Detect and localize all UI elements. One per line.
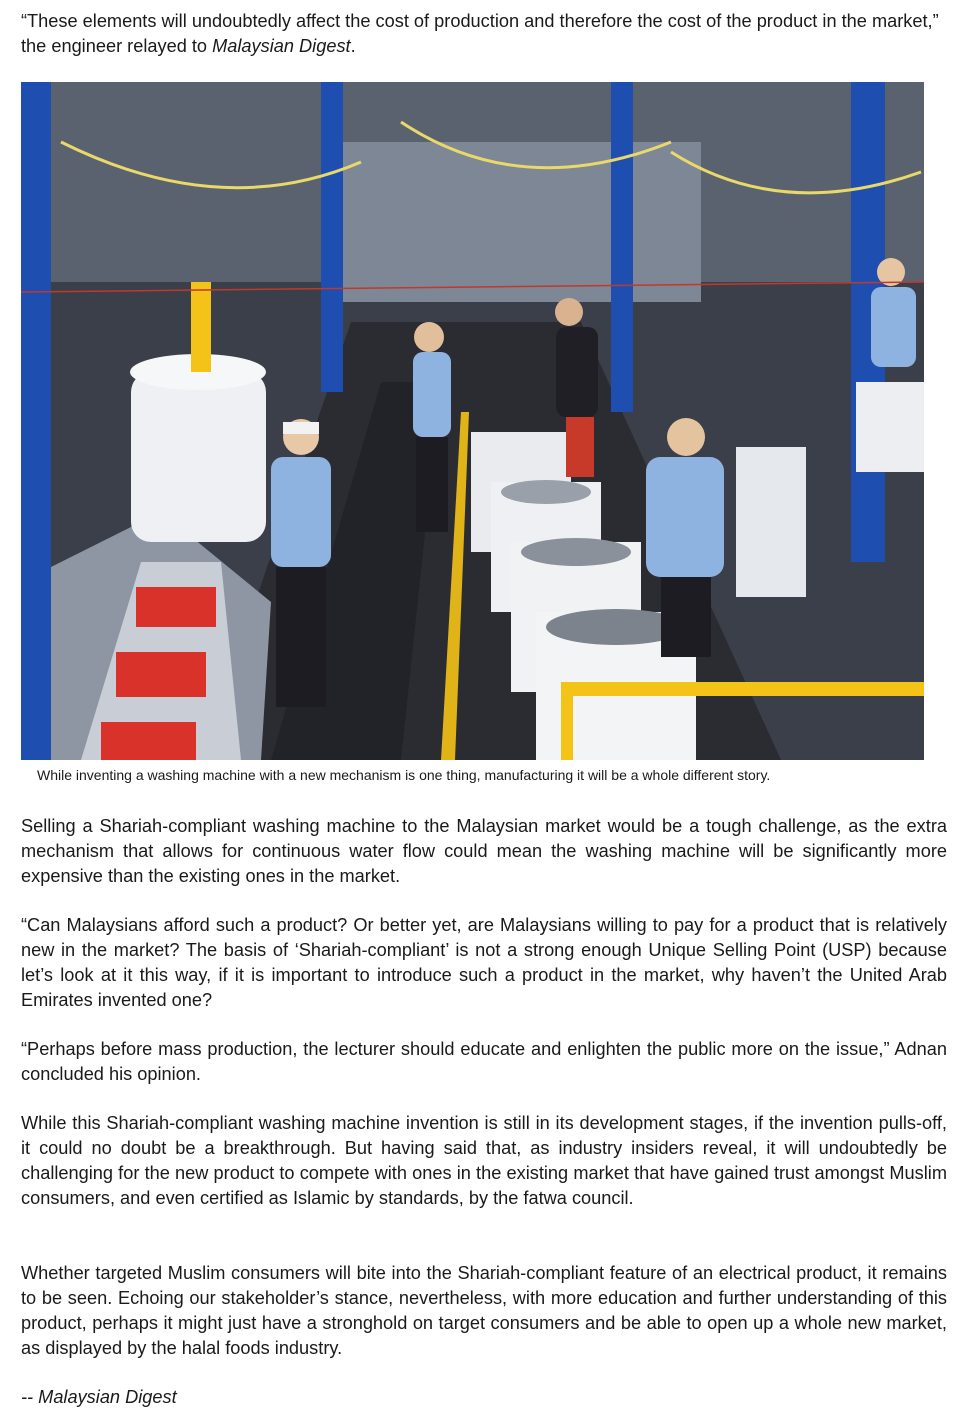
publication-name: Malaysian Digest [212,36,351,56]
factory-photo [21,82,924,760]
body-paragraph: “Perhaps before mass production, the lecturer should educate and enlighten the public more on the issue,” Adnan concluded his opinion. [21,1039,947,1084]
intro-paragraph: “These elements will undoubtedly affect the cost of production and therefore the cost of the product in the market,” the engineer relayed to Malaysian Digest. [21,11,939,56]
body-paragraph: “Can Malaysians afford such a product? Or better yet, are Malaysians willing to pay for a product that is relatively new in the market? The basis of ‘Shariah-compliant’ is not a strong enough Unique Selling Point (USP) because let’s look at it this way, if it is important to introduce such a product in the market, why haven’t the United Arab Emirates invented one? [21,915,947,1010]
body-paragraph: While this Shariah-compliant washing machine invention is still in its development stages, if the invention pulls-off, it could no doubt be a breakthrough. But having said that, as industry insiders reveal, it will undoubtedly be challenging for the new product to compete with ones in the existing market that have gained trust amongst Muslim consumers, and even certified as Islamic by standards, by the fatwa council. [21,1113,947,1208]
body-paragraph: Selling a Shariah-compliant washing machine to the Malaysian market would be a tough challenge, as the extra mechanism that allows for continuous water flow could mean the washing machine will be significantly more expensive than the existing ones in the market. [21,816,947,886]
source-credit: -- Malaysian Digest [21,1387,177,1407]
body-paragraph: Whether targeted Muslim consumers will bite into the Shariah-compliant feature of an electrical product, it remains to be seen. Echoing our stakeholder’s stance, nevertheless, with more education and further understanding of this product, perhaps it might just have a stronghold on target consumers and be able to open up a whole new market, as displayed by the halal foods industry. [21,1263,947,1358]
photo-caption: While inventing a washing machine with a new mechanism is one thing, manufacturing it will be a whole different story. [37,767,771,783]
